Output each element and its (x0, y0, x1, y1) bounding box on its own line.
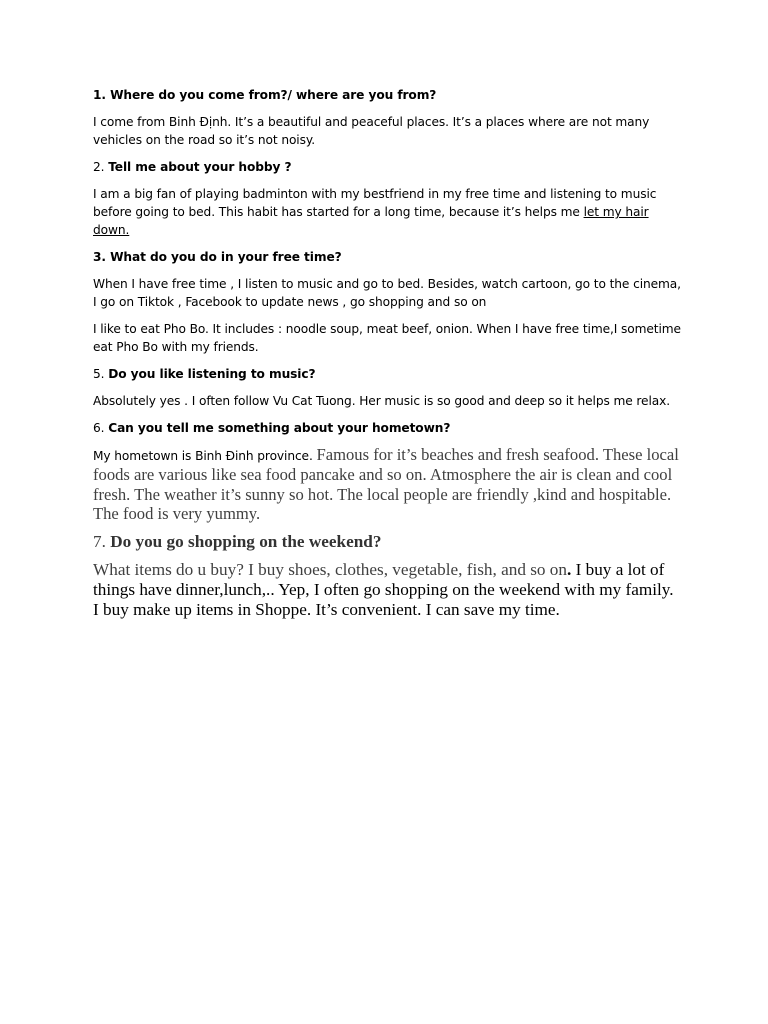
question-7-number: 7. (93, 531, 106, 551)
answer-6-text: Famous for it’s beaches and fresh seafood. These local foods are various like sea food pancake and so on. Atmosphere the air is clean and cool fresh. The weather it’s sunny so hot. The local people are friendly ,kind and hospitable. The food is very yummy. (93, 445, 679, 524)
question-3-text: What do you do in your free time? (110, 250, 342, 264)
question-3-number: 3. (93, 250, 106, 264)
answer-2-text: I am a big fan of playing badminton with my bestfriend in my free time and listening to music before going to bed. This habit has started for a long time, because it’s helps me (93, 187, 657, 219)
answer-6-intro: My hometown is Binh Đinh province. (93, 449, 317, 463)
answer-2 (93, 185, 683, 239)
question-7-text: Do you go shopping on the weekend? (110, 531, 382, 551)
answer-5: Absolutely yes . I often follow Vu Cat Tuong. Her music is so good and deep so it helps me relax. (93, 394, 670, 408)
question-7 (93, 532, 683, 552)
question-1-number: 1. (93, 88, 106, 102)
question-1 (93, 86, 683, 104)
answer-6 (93, 445, 683, 524)
answer-2-underlined: let my hair down. (93, 205, 649, 237)
question-6-text: Can you tell me something about your hometown? (108, 421, 451, 435)
question-5-text: Do you like listening to music? (108, 367, 316, 381)
answer-3: When I have free time , I listen to music and go to bed. Besides, watch cartoon, go to the cinema, I go on Tiktok , Facebook to update news , go shopping and so on (93, 277, 681, 309)
question-1-text: Where do you come from?/ where are you from? (110, 88, 437, 102)
answer-7-gray: What items do u buy? I buy shoes, clothes, vegetable, fish, and so on (93, 559, 567, 579)
question-6 (93, 419, 683, 437)
question-5-number: 5. (93, 367, 105, 381)
question-3 (93, 248, 683, 266)
answer-7 (93, 560, 683, 620)
question-5 (93, 365, 683, 383)
answer-1: I come from Binh Định. It’s a beautiful and peaceful places. It’s a places where are not many vehicles on the road so it’s not noisy. (93, 115, 650, 147)
document-body (93, 86, 683, 620)
answer-3-extra: I like to eat Pho Bo. It includes : noodle soup, meat beef, onion. When I have free time,I sometime eat Pho Bo with my friends. (93, 322, 681, 354)
question-2 (93, 158, 683, 176)
question-2-text: Tell me about your hobby ? (108, 160, 292, 174)
question-6-number: 6. (93, 421, 105, 435)
answer-7-dot: . (567, 559, 572, 579)
question-2-number: 2. (93, 160, 105, 174)
answer-7-text: I buy a lot of things have dinner,lunch,.. Yep, I often go shopping on the weekend with my family. I buy make up items in Shoppe. It’s convenient. I can save my time. (93, 559, 674, 619)
